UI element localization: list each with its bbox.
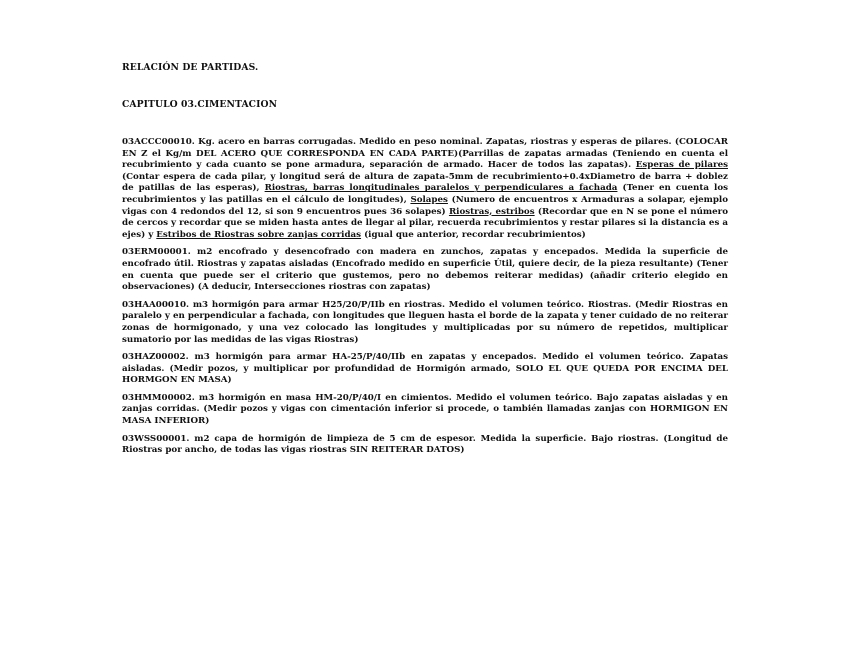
entry-hormigon-limpieza: 03WSS00001. m2 capa de hormigón de limpieza de 5 cm de espesor. Medida la superficie. Bajo riostras. (Longitud de Riostras por ancho, de todas las vigas riostras SIN REITERAR DATOS) <box>122 433 728 456</box>
underlined-term: Estribos de Riostras sobre zanjas corridas <box>156 229 362 240</box>
entry-acero <box>122 137 728 241</box>
underlined-term: Riostras, barras longitudinales paralelos y perpendiculares a fachada <box>264 183 618 194</box>
entry-hormigon-zapatas: 03HAZ00002. m3 hormigón para armar HA-25/P/40/IIb en zapatas y encepados. Medido el volumen teórico. Zapatas aisladas. (Medir pozos, y multiplicar por profundidad de Hormigón armado, SOLO EL QUE QUEDA POR ENCIMA DEL HORMGON EN MASA) <box>122 352 728 386</box>
entry-text: (Numero de encuentros x Armaduras a solapar, ejemplo vigas con 4 redondos del 12, si son 9 encuentros pues 36 solapes) <box>122 194 728 217</box>
underlined-term: Esperas de pilares <box>635 160 728 171</box>
entry-text: (igual que anterior, recordar recubrimientos) <box>361 229 586 240</box>
entry-hormigon-masa: 03HMM00002. m3 hormigón en masa HM-20/P/40/I en cimientos. Medido el volumen teórico. Bajo zapatas aisladas y en zanjas corridas. (Medir pozos y vigas con cimentación inferior si procede, o también llamadas zanjas con HORMIGON EN MASA INFERIOR) <box>122 392 728 427</box>
entry-text: (Tener en cuenta los recubrimientos y las patillas en el cálculo de longitudes), <box>122 183 729 205</box>
entry-encofrado: 03ERM00001. m2 encofrado y desencofrado con madera en zunchos, zapatas y encepados. Medida la superficie de encofrado útil. Riostras y zapatas aisladas (Encofrado medido en superficie Útil, quiere decir, de la pieza resultante) (Tener en cuenta que puede ser el criterio que gustemos, pero no debemos reiterar medidas) (añadir criterio elegido en observaciones) (A deducir, Intersecciones riostras con zapatas) <box>122 247 728 293</box>
entry-text: (Contar espera de cada pilar, y longitud será de altura de zapata-5mm de recubrimiento+0.4xDiametro de barra + doblez de patillas de las esperas), <box>122 171 728 194</box>
entry-text: 03ACCC00010. Kg. acero en barras corrugadas. Medido en peso nominal. Zapatas, riostras y esperas de pilares. (COLOCAR EN Z el Kg/m DEL ACERO QUE CORRESPONDA EN CADA PARTE)(Parrillas de zapatas armadas (Teniendo en cuenta el recubrimiento y cada cuanto se pone armadura, separación de armado. Hacer de todos las zapatas). <box>122 137 728 171</box>
entries-list <box>122 137 728 463</box>
underlined-term: Riostras, estribos <box>448 206 535 217</box>
document-title: RELACIÓN DE PARTIDAS. <box>122 62 259 73</box>
underlined-term: Solapes <box>410 194 448 205</box>
entry-hormigon-riostras: 03HAA00010. m3 hormigón para armar H25/20/P/IIb en riostras. Medido el volumen teórico. Riostras. (Medir Riostras en paralelo y en perpendicular a fachada, con longitudes que lleguen hasta el borde de la zapata y tener cuidado de no reiterar zonas de hormigonado, y una vez colocado las longitudes y multiplicadas por su número de repetidos, multiplicar sumatorio por las medidas de las vigas Riostras) <box>122 299 728 345</box>
chapter-heading: CAPITULO 03.CIMENTACION <box>122 99 278 110</box>
entry-text: (Recordar que en N se pone el número de cercos y recordar que se miden hasta antes de llegar al pilar, recuerda recubrimientos y restar pilares si la distancia es a ejes) y <box>122 206 728 240</box>
